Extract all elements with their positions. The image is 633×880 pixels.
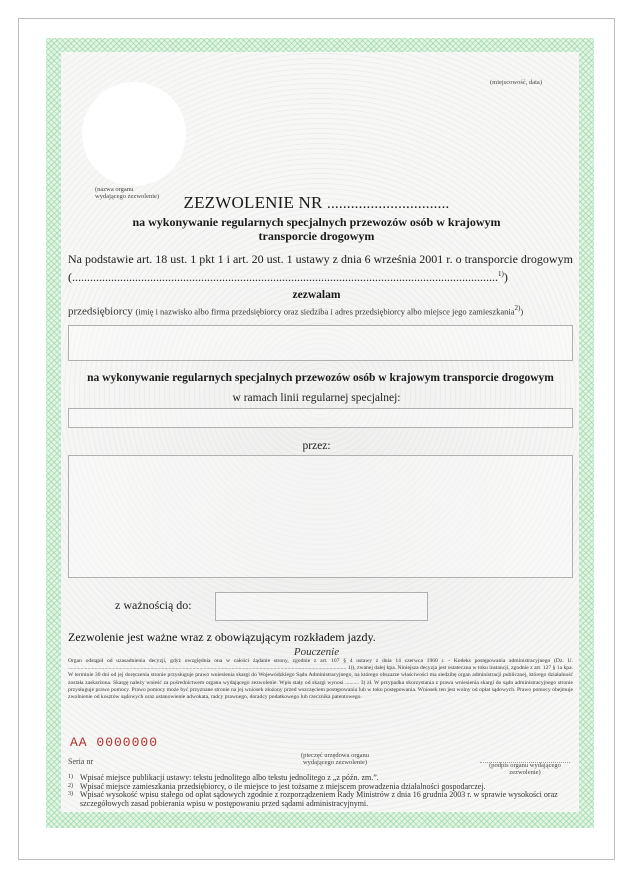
place-date-label: (miejscowość, data) [490,79,542,86]
entrepreneur-label: przedsiębiorcy [68,305,133,318]
footnote-number: 3) [68,791,73,798]
validity-field[interactable] [215,592,428,621]
entrepreneur-field[interactable] [68,325,573,361]
seal-placeholder [82,82,186,186]
entrepreneur-close: ) [520,306,524,317]
authority-label: (nazwa organu wydającego zezwolenie) [95,186,160,200]
document-title [0,193,633,213]
scope-heading: na wykonywanie regularnych specjalnych przewozów osób w krajowym transporcie drogowym [87,372,554,384]
grant-heading: zezwalam [292,289,341,301]
signature-label: (podpis organu wydającego zezwolenie) [489,762,561,776]
footnote [68,791,573,808]
entrepreneur-label-row [68,304,578,318]
instructions-text: Organ odstąpił od uzasadnienia decyzji, gdyż uwzględnia ona w całości żądanie strony, zgodnie z art. 107 § 4 ustawy z dnia 14 czerwca 1960 r. - Kodeks postępowania administracyjnego (Dz. U. ....................................................................................................................................................................................................... 1)), zwanej dalej kpa. Niniejsza decyzja jest ostateczna w toku instancji, zgodnie z art. 127 § 1a kpa. W terminie 30 dni od jej doręczenia stronie przysługuje prawo wniesienia skargi do Wojewódzkiego Sądu Administracyjnego, na którego obszarze właściwości ma siedzibę organ administracji publicznej, którego działalność została zaskarżona. Skargę należy wnieść za pośrednictwem organu wydającego zezwolenie. Wpis stały od skargi wynosi .......... 3) zł. W przypadku skorzystania z prawa wniesienia skargi do sądu administracyjnego stronie przysługuje prawo pomocy. Prawo pomocy może być przyznane stronie na jej wniosek złożony przed wszczęciem postępowania lub w toku postępowania. Wniosek ten jest wolny od opłat sądowych. Prawo pomocy obejmuje zwolnienie od kosztów sądowych oraz ustanowienie adwokata, radcy prawnego, doradcy podatkowego lub rzecznika patentowego. [68,658,573,701]
serial-labels: Seria nr [68,757,94,766]
footnotes [68,774,573,808]
serial-number: AA 0000000 [70,735,159,750]
validity-note: Zezwolenie jest ważne wraz z obowiązującym rozkładem jazdy. [68,630,376,644]
entrepreneur-desc: (imię i nazwisko albo firma przedsiębiorcy oraz siedziba i adres przedsiębiorcy albo miejsce jego zamieszkania [135,306,515,317]
line-field[interactable] [68,408,573,428]
footnote-number: 1) [68,774,73,780]
footnote-text: Wpisać miejsce publikacji ustawy: tekstu jednolitego albo tekstu jednolitego z „z późn. zm.”. [80,773,379,782]
legal-basis-tail: ) [503,270,508,284]
title-text: ZEZWOLENIE NR [183,193,323,212]
pouczenie-heading: Pouczenie [293,646,340,658]
line-label: w ramach linii regularnej specjalnej: [232,392,401,404]
footnote-text: Wpisać wysokość wpisu stałego od opłat sądowych zgodnie z rozporządzeniem Rady Ministrów z dnia 16 grudnia 2003 r. w sprawie wysokości oraz szczegółowych zasad pobierania wpisu w postępowaniu przed sądami administracyjnymi. [80,790,558,808]
footnote-text: Wpisać miejsce zamieszkania przedsiębiorcy, o ile miejsce to jest tożsame z miejscem prowadzenia działalności gospodarczej. [80,781,486,791]
legal-basis [68,252,573,285]
validity-label: z ważnością do: [115,598,192,612]
footnote-mark-2: 2) [514,304,521,312]
title-dots: ............................... [327,196,450,212]
official-seal-label: (pieczęć urzędowa organu wydającego zezwolenie) [300,752,370,766]
document-subtitle: na wykonywanie regularnych specjalnych przewozów osób w krajowym transporcie drogowym [132,215,501,243]
via-label: przez: [302,440,331,452]
footnote-number: 2) [68,782,73,789]
legal-basis-text: Na podstawie art. 18 ust. 1 pkt 1 i art. 20 ust. 1 ustawy z dnia 6 września 2001 r. o transporcie drogowym (.............................................................................................................................................. [68,252,573,284]
footnote-mark-1: 1) [498,270,504,278]
via-field[interactable] [68,455,573,578]
